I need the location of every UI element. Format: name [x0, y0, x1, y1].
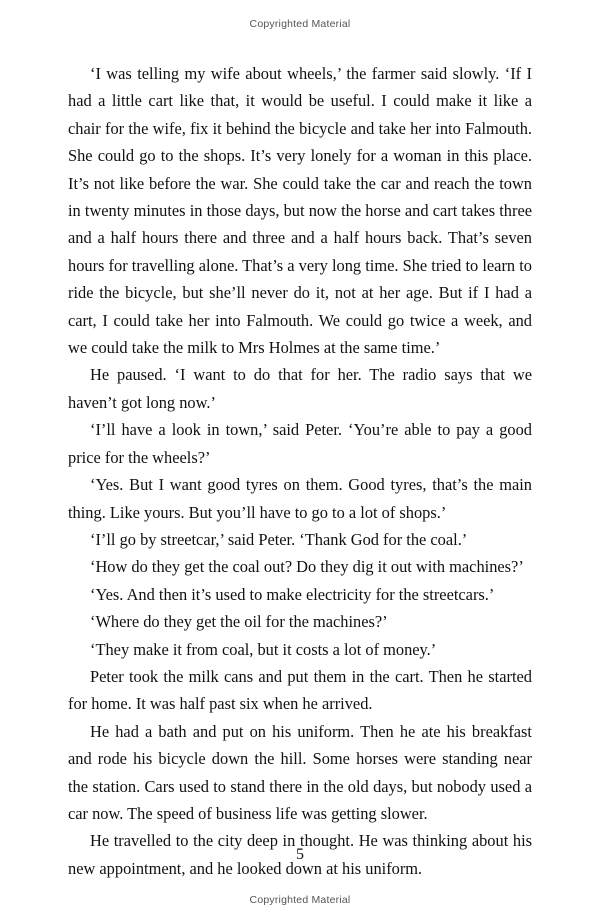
copyright-watermark-top: Copyrighted Material — [249, 18, 351, 30]
page-text-block — [68, 60, 532, 882]
paragraph: Peter took the milk cans and put them in the cart. Then he started for home. It was half past six when he arrived. — [68, 666, 532, 714]
paragraph: He travelled to the city deep in thought. He was thinking about his new appointment, and he looked down at his uniform. — [68, 831, 532, 878]
paragraph: ‘How do they get the coal out? Do they dig it out with machines?’ — [90, 557, 524, 577]
paragraph: ‘I was telling my wife about wheels,’ the farmer said slowly. ‘If I had a little cart like that, it would be useful. I could make it like a chair for the wife, fix it behind the bicycle and take her into Falmouth. She could go to the shops. It’s very lonely for a woman in this place. It’s not like before the war. She could take the car and reach the town in twenty minutes in those days, but now the horse and cart takes three and a half hours there and three and a half hours back. That’s seven hours for travelling alone. That’s a very long time. She tried to learn to ride the bicycle, but she’ll never do it, not at her age. But if I had a cart, I could take her into Falmouth. We could go twice a week, and we could take the milk to Mrs Holmes at the same time.’ — [68, 64, 532, 358]
copyright-watermark-bottom: Copyrighted Material — [249, 894, 351, 906]
paragraph: He had a bath and put on his uniform. Then he ate his breakfast and rode his bicycle down the hill. Some horses were standing near the station. Cars used to stand there in the old days, but nobody used a car now. The speed of business life was getting slower. — [68, 721, 532, 823]
paragraph: ‘Yes. And then it’s used to make electricity for the streetcars.’ — [90, 584, 495, 604]
paragraph: He paused. ‘I want to do that for her. The radio says that we haven’t got long now.’ — [68, 365, 532, 412]
paragraph: ‘I’ll go by streetcar,’ said Peter. ‘Thank God for the coal.’ — [90, 529, 468, 549]
paragraph: ‘Where do they get the oil for the machines?’ — [90, 612, 388, 632]
paragraph: ‘Yes. But I want good tyres on them. Good tyres, that’s the main thing. Like yours. But you’ll have to go to a lot of shops.’ — [68, 475, 532, 522]
paragraph: ‘I’ll have a look in town,’ said Peter. ‘You’re able to pay a good price for the wheels?’ — [68, 420, 532, 467]
page-number: 5 — [296, 846, 304, 863]
paragraph: ‘They make it from coal, but it costs a lot of money.’ — [90, 639, 437, 659]
